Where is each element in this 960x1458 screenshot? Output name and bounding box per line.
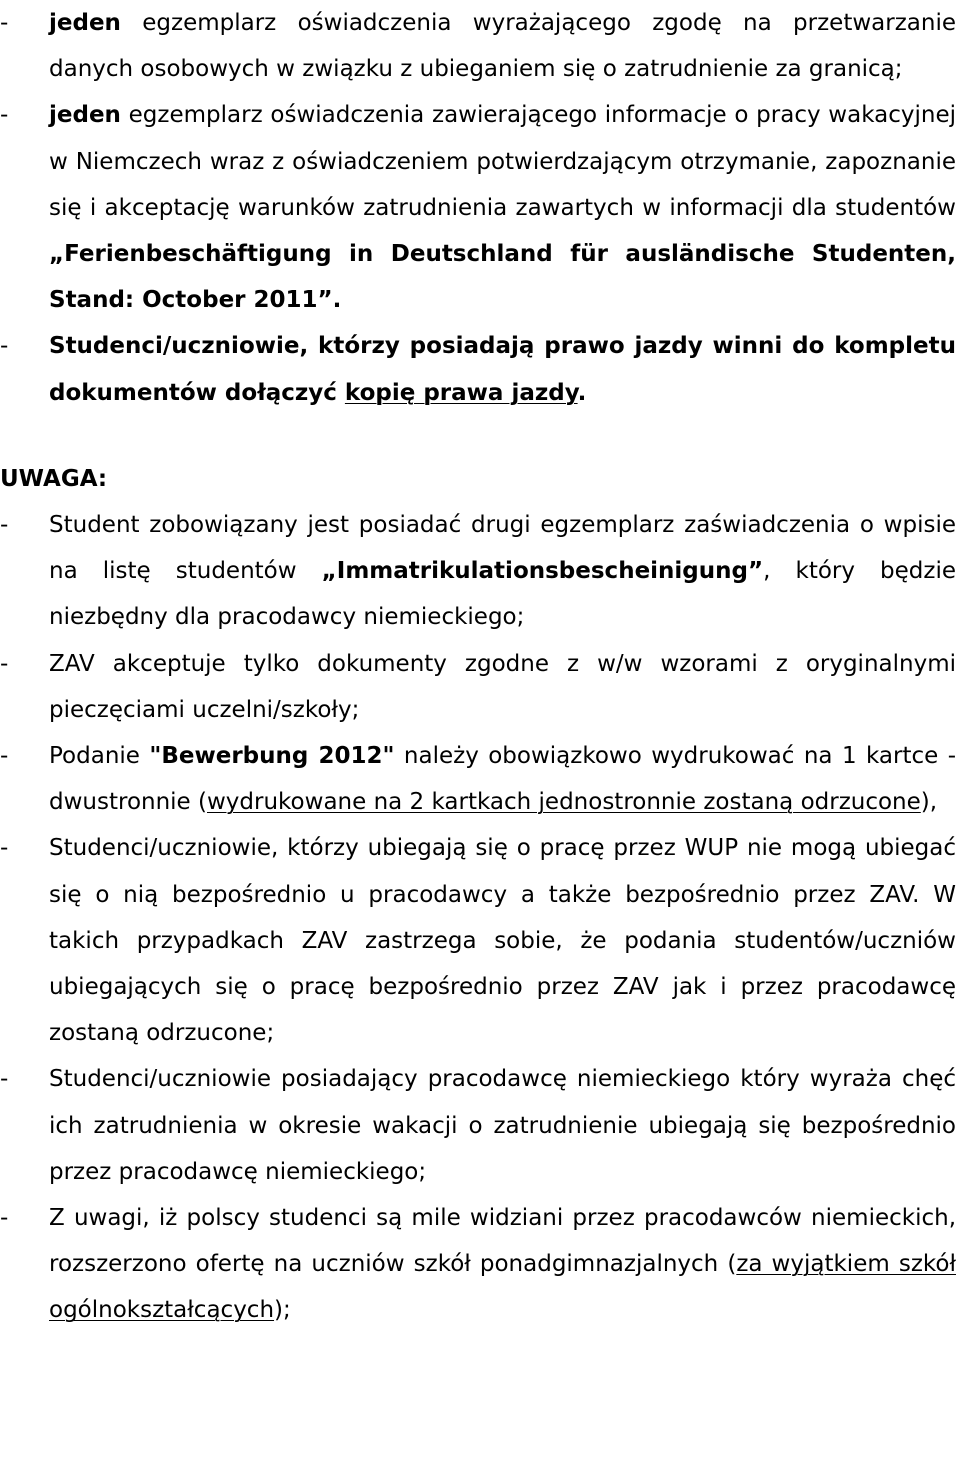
item-text: Studenci/uczniowie posiadający pracodawcę niemieckiego który wyraża chęć ich zatrudnienia w okresie wakacji o zatrudnienie ubiegają się bezpośrednio przez pracodawcę niemieckiego; xyxy=(49,1066,956,1185)
item-text: egzemplarz oświadczenia zawierającego informacje o pracy wakacyjnej w Niemczech wraz z oświadczeniem potwierdzającym otrzymanie, zapoznanie się i akceptację warunków zatrudnienia zawartych w informacji dla studentów xyxy=(49,102,956,221)
bullet-dash: - xyxy=(0,512,9,539)
list-item xyxy=(0,1195,960,1334)
list-item xyxy=(0,502,960,641)
document-title: „Ferienbeschäftigung in Deutschland für ausländische Studenten, Stand: October 2011” xyxy=(49,241,956,314)
list-item xyxy=(0,323,960,415)
item-text-continued: należy obowiązkowo wydrukować na 1 kartce - dwustronnie ( xyxy=(49,743,957,816)
item-text: Student zobowiązany jest posiadać drugi egzemplarz zaświadczenia o wpisie na listę studentów xyxy=(49,512,956,585)
list-item xyxy=(0,641,960,733)
item-text: Podanie xyxy=(49,743,150,770)
item-text: Z uwagi, iż polscy studenci są mile widziani przez pracodawców niemieckich, rozszerzono ofertę na uczniów szkół ponadgimnazjalnych ( xyxy=(49,1205,956,1278)
bullet-dash: - xyxy=(0,1066,9,1093)
bullet-dash: - xyxy=(0,743,9,770)
list-item xyxy=(0,1056,960,1195)
underlined-text: wydrukowane na 2 kartkach jednostronnie zostaną odrzucone xyxy=(207,789,921,816)
notice-section xyxy=(0,456,960,1334)
notice-heading: UWAGA: xyxy=(0,465,108,492)
bullet-dash: - xyxy=(0,1205,9,1232)
item-end: . xyxy=(577,379,587,406)
item-end: . xyxy=(332,287,342,314)
underlined-text: za wyjątkiem szkół ogólnokształcących xyxy=(49,1251,956,1324)
item-text: Studenci/uczniowie, którzy ubiegają się o pracę przez WUP nie mogą ubiegać się o nią bezpośrednio u pracodawcy a także bezpośrednio przez ZAV. W takich przypadkach ZAV zastrzega sobie, że podania studentów/uczniów ubiegających się o pracę bezpośrednio przez ZAV jak i przez pracodawcę zostaną odrzucone; xyxy=(49,835,956,1047)
bullet-dash: - xyxy=(0,650,9,677)
bullet-dash: - xyxy=(0,333,9,360)
item-text: Studenci/uczniowie, którzy posiadają prawo jazdy winni do kompletu dokumentów dołączyć xyxy=(49,333,956,406)
bullet-dash: - xyxy=(0,102,9,129)
bold-word: jeden xyxy=(49,102,121,129)
item-end: , który będzie niezbędny dla pracodawcy niemieckiego; xyxy=(49,558,957,631)
list-item xyxy=(0,825,960,1056)
underlined-text: kopię prawa jazdy xyxy=(344,379,578,406)
list-item xyxy=(0,733,960,825)
list-item xyxy=(0,0,960,92)
list-item xyxy=(0,92,960,323)
bullet-dash: - xyxy=(0,835,9,862)
item-end: ), xyxy=(920,789,938,816)
document-title: „Immatrikulationsbescheinigung” xyxy=(321,558,764,585)
bold-word: jeden xyxy=(49,10,121,36)
bold-word: "Bewerbung 2012" xyxy=(149,743,395,770)
item-end: ); xyxy=(274,1297,291,1324)
item-text: egzemplarz oświadczenia wyrażającego zgodę na przetwarzanie danych osobowych w związku z ubieganiem się o zatrudnienie za granicą; xyxy=(49,10,956,83)
requirements-list xyxy=(0,0,960,416)
bullet-dash: - xyxy=(0,10,9,36)
item-text: ZAV akceptuje tylko dokumenty zgodne z w/w wzorami z oryginalnymi pieczęciami uczelni/szkoły; xyxy=(49,650,956,723)
